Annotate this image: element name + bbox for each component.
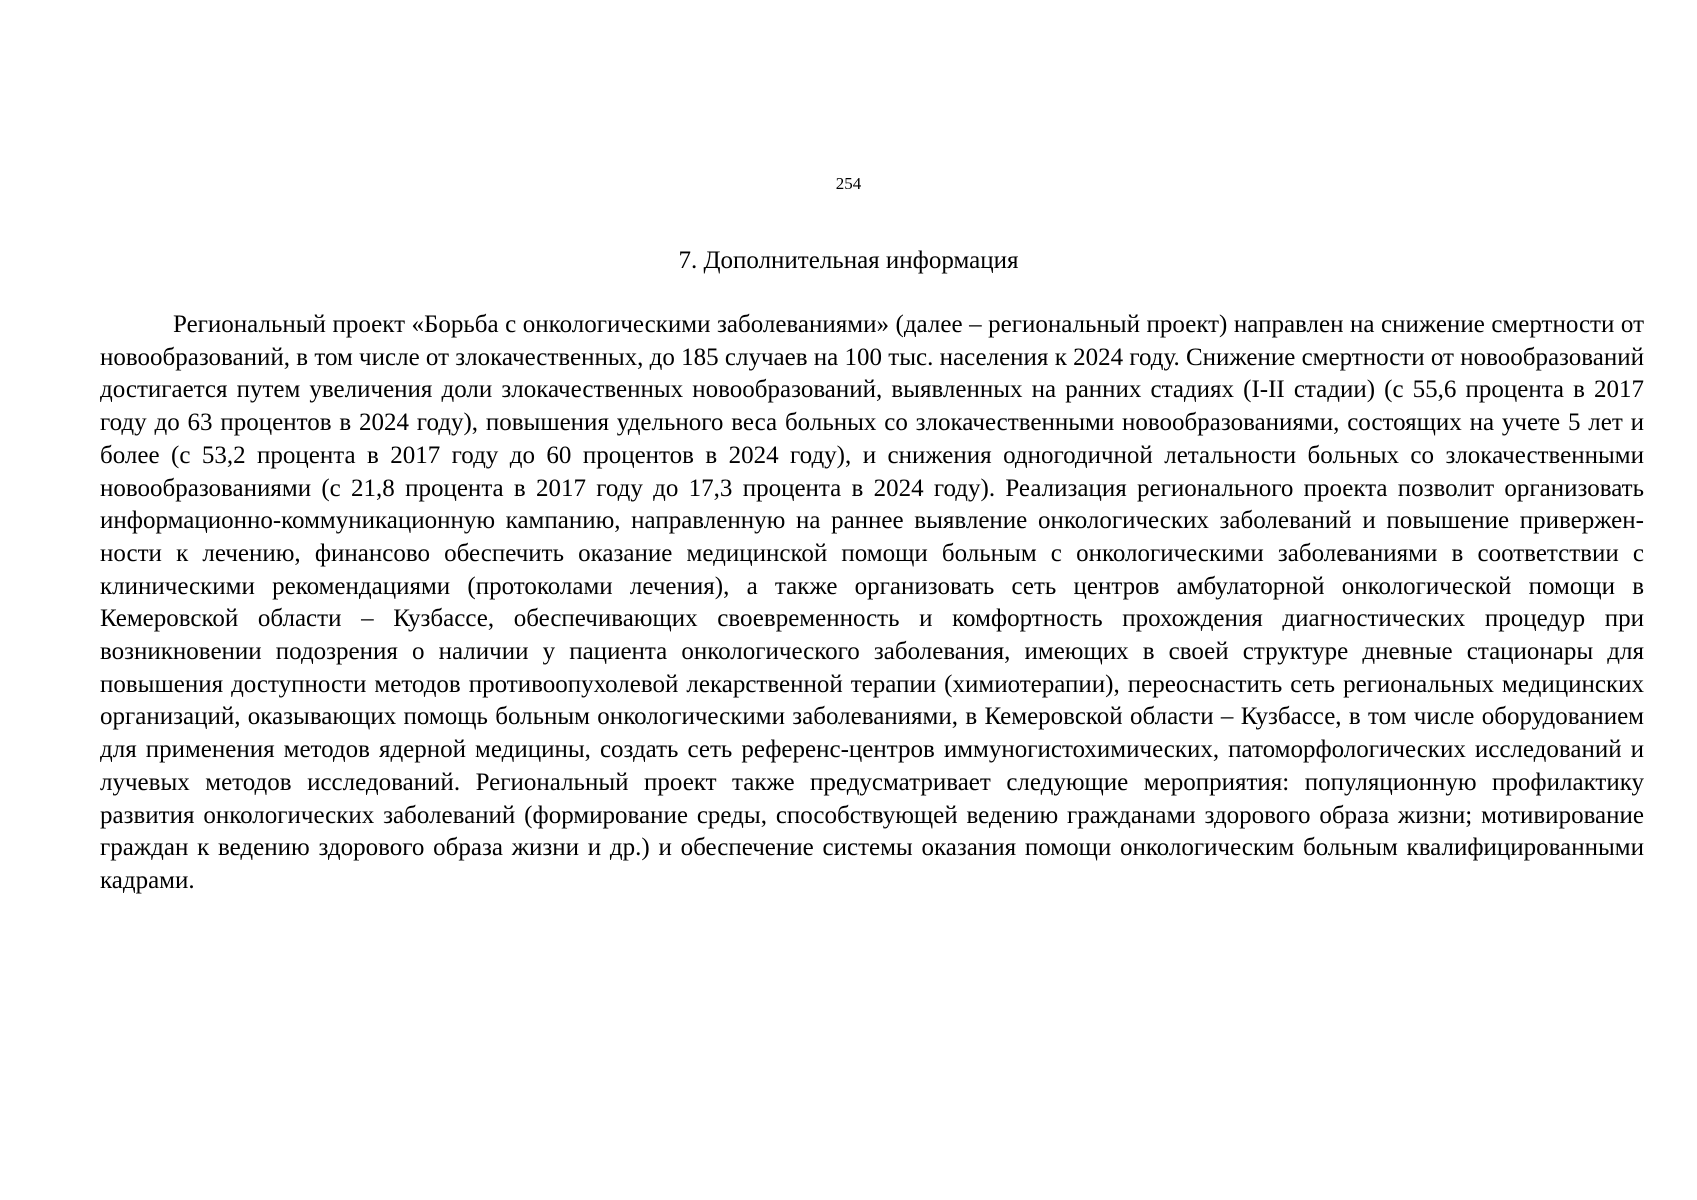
page-number: 254 [835, 174, 862, 193]
body-paragraph: Региональный проект «Борьба с онкологическими заболеваниями» (далее – региональный проект) направлен на снижение смертности от новообразований, в том числе от злокачественных, до 185 случаев на 100 тыс. населения к 2024 году. Снижение смертности от новообразований достигается путем увеличения доли злокачественных новообразований, выявленных на ранних стадиях (I-II стадии) (с 55,6 процента в 2017 году до 63 процентов в 2024 году), повышения удельного веса больных со злокачественными новообразованиями, состоящих на учете 5 лет и более (с 53,2 процента в 2017 году до 60 процентов в 2024 году), и снижения одногодичной летальности больных со злокачественными новообразованиями (с 21,8 процента в 2017 году до 17,3 процента в 2024 году). Реализация регионального проекта позволит организовать информационно-коммуникационную кампанию, направленную на раннее выявление онкологических заболеваний и повышение приверженности к лечению, финансово обеспечить оказание медицинской помощи больным с онкологическими заболеваниями в соответствии с клиническими рекомендациями (протоколами лечения), а также организовать сеть центров амбулаторной онкологической помощи в Кемеровской области – Кузбассе, обеспечивающих своевременность и комфортность прохождения диагностических процедур при возникновении подозрения о наличии у пациента онкологического заболевания, имеющих в своей структуре дневные стационары для повышения доступности методов противоопухолевой лекарственной терапии (химиотерапии), переоснастить сеть региональных медицинских организаций, оказывающих помощь больным онкологическими заболеваниями, в Кемеровской области – Кузбассе, в том числе оборудованием для применения методов ядерной медицины, создать сеть референс-центров иммуногистохимических, патоморфологических исследований и лучевых методов исследований. Региональный проект также предусматривает следующие мероприятия: популяционную профилактику развития онкологических заболеваний (формирование среды, способствующей ведению гражданами здорового образа жизни; мотивирование граждан к ведению здорового образа жизни и др.) и обеспечение системы оказания помощи онкологическим больным квалифицированными кадрами. [100, 311, 1644, 894]
section-title: 7. Дополнительная информация [678, 247, 1019, 274]
